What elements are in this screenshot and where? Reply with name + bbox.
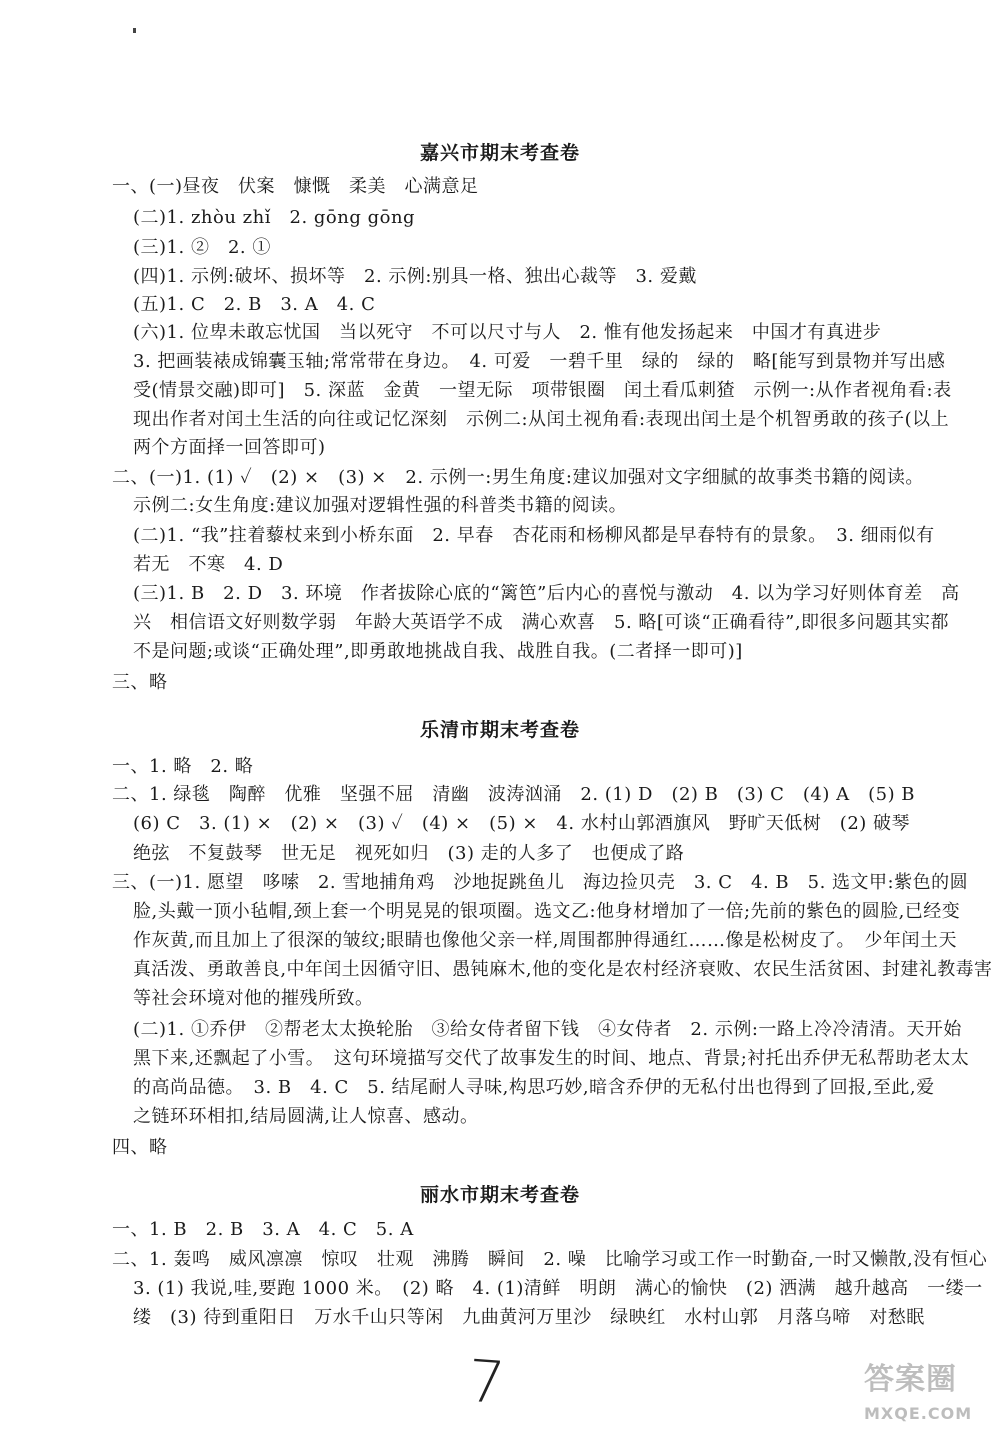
answer-line: 现出作者对闰土生活的向往或记忆深刻 示例二:从闰土视角看:表现出闰土是个机智勇敢的孩子(以上 [133, 409, 950, 430]
answer-line: 示例二:女生角度:建议加强对逻辑性强的科普类书籍的阅读。 [133, 495, 628, 516]
answer-line: 二、1. 绿毯 陶醉 优雅 坚强不屈 清幽 波涛汹涌 2. (1) D (2) B (3) C (4) A (5) B [112, 784, 916, 805]
answer-line: 三、(一)1. 愿望 哆嗦 2. 雪地捕角鸡 沙地捉跳鱼儿 海边捡贝壳 3. C 4. B 5. 选文甲:紫色的圆 [112, 872, 969, 893]
answer-line: 三、略 [112, 672, 168, 693]
section-title-jiaxing: 嘉兴市期末考查卷 [419, 142, 580, 164]
answer-line: (二)1. ①乔伊 ②帮老太太换轮胎 ③给女侍者留下钱 ④女侍者 2. 示例:一路上冷冷清清。天开始 [133, 1019, 962, 1040]
answer-line: 一、1. B 2. B 3. A 4. C 5. A [112, 1219, 414, 1240]
answer-line: (六)1. 位卑未敢忘忧国 当以死守 不可以尺寸与人 2. 惟有他发扬起来 中国才有真进步 [133, 322, 882, 343]
answer-line: (二)1. zhòu zhǐ 2. gōng gōng [133, 207, 416, 228]
answer-line: (二)1. “我”拄着藜杖来到小桥东面 2. 早春 杏花雨和杨柳风都是早春特有的景象。 3. 细雨似有 [133, 525, 935, 546]
watermark-logo-text: 答案圈 [864, 1362, 957, 1397]
answer-line: (四)1. 示例:破坏、损坏等 2. 示例:别具一格、独出心裁等 3. 爱戴 [133, 266, 697, 287]
answer-line: 兴 相信语文好则数学弱 年龄大英语学不成 满心欢喜 5. 略[可谈“正确看待”,即很多问题其实都 [133, 612, 950, 633]
answer-line: 受(情景交融)即可] 5. 深蓝 金黄 一望无际 项带银圈 闰土看瓜刺猹 示例一:从作者视角看:表 [133, 380, 952, 401]
answer-line: 等社会环境对他的摧残所致。 [133, 988, 374, 1009]
answer-line: 真活泼、勇敢善良,中年闰土因循守旧、愚钝麻木,他的变化是农村经济衰败、农民生活贫困、封建礼教毒害 [133, 959, 993, 980]
answer-line: 3. (1) 我说,哇,要跑 1000 米。 (2) 略 4. (1)清鲜 明朗 满心的愉快 (2) 洒满 越升越高 一缕一 [133, 1278, 983, 1299]
watermark-logo [862, 1354, 992, 1432]
answer-line: (6) C 3. (1) × (2) × (3) ✓ (4) × (5) × 4. 水村山郭酒旗风 野旷天低树 (2) 破琴 [133, 813, 911, 834]
answer-line: 缕 (3) 待到重阳日 万水千山只等闲 九曲黄河万里沙 绿映红 水村山郭 月落乌啼 对愁眠 [133, 1307, 925, 1328]
answer-line: 3. 把画装裱成锦囊玉轴;常常带在身边。 4. 可爱 一碧千里 绿的 绿的 略[能写到景物并写出感 [133, 351, 946, 372]
answer-line: 一、1. 略 2. 略 [112, 756, 254, 777]
page-number: 7 [465, 1346, 508, 1418]
answer-line: 二、1. 轰鸣 威风凛凛 惊叹 壮观 沸腾 瞬间 2. 噪 比喻学习或工作一时勤奋,一时又懒散,没有恒心 [112, 1249, 988, 1270]
answer-line: 黑下来,还飘起了小雪。 这句环境描写交代了故事发生的时间、地点、背景;衬托出乔伊无私帮助老太太 [133, 1048, 970, 1069]
answer-line: 绝弦 不复鼓琴 世无足 视死如归 (3) 走的人多了 也便成了路 [133, 843, 685, 864]
answer-line: 四、略 [112, 1137, 168, 1158]
answer-line: 不是问题;或谈“正确处理”,即勇敢地挑战自我、战胜自我。(二者择一即可)] [133, 641, 743, 662]
answer-line: 二、(一)1. (1) ✓ (2) × (3) × 2. 示例一:男生角度:建议加强对文字细腻的故事类书籍的阅读。 [112, 467, 924, 488]
answer-line: (五)1. C 2. B 3. A 4. C [133, 294, 376, 315]
answer-line: 若无 不寒 4. D [133, 554, 284, 575]
answer-line: 一、(一)昼夜 伏案 慷慨 柔美 心满意足 [112, 176, 479, 197]
stray-mark [133, 28, 136, 33]
section-title-yueqing: 乐清市期末考查卷 [419, 719, 580, 741]
answer-line: (三)1. B 2. D 3. 环境 作者拔除心底的“篱笆”后内心的喜悦与激动 4. 以为学习好则体育差 高 [133, 583, 960, 604]
answer-line: 两个方面择一回答即可) [133, 437, 326, 458]
answer-line: 的高尚品德。 3. B 4. C 5. 结尾耐人寻味,构思巧妙,暗含乔伊的无私付出也得到了回报,至此,爱 [133, 1077, 935, 1098]
answer-line: 作灰黄,而且加上了很深的皱纹;眼睛也像他父亲一样,周围都肿得通红……像是松树皮了。 少年闰土天 [133, 930, 958, 951]
answer-line: (三)1. ② 2. ① [133, 237, 271, 258]
watermark-url: MXQE.COM [864, 1404, 973, 1423]
section-title-lishui: 丽水市期末考查卷 [419, 1184, 580, 1206]
answer-line: 之链环环相扣,结局圆满,让人惊喜、感动。 [133, 1106, 479, 1127]
answer-line: 脸,头戴一顶小毡帽,颈上套一个明晃晃的银项圈。选文乙:他身材增加了一倍;先前的紫色的圆脸,已经变 [133, 901, 961, 922]
